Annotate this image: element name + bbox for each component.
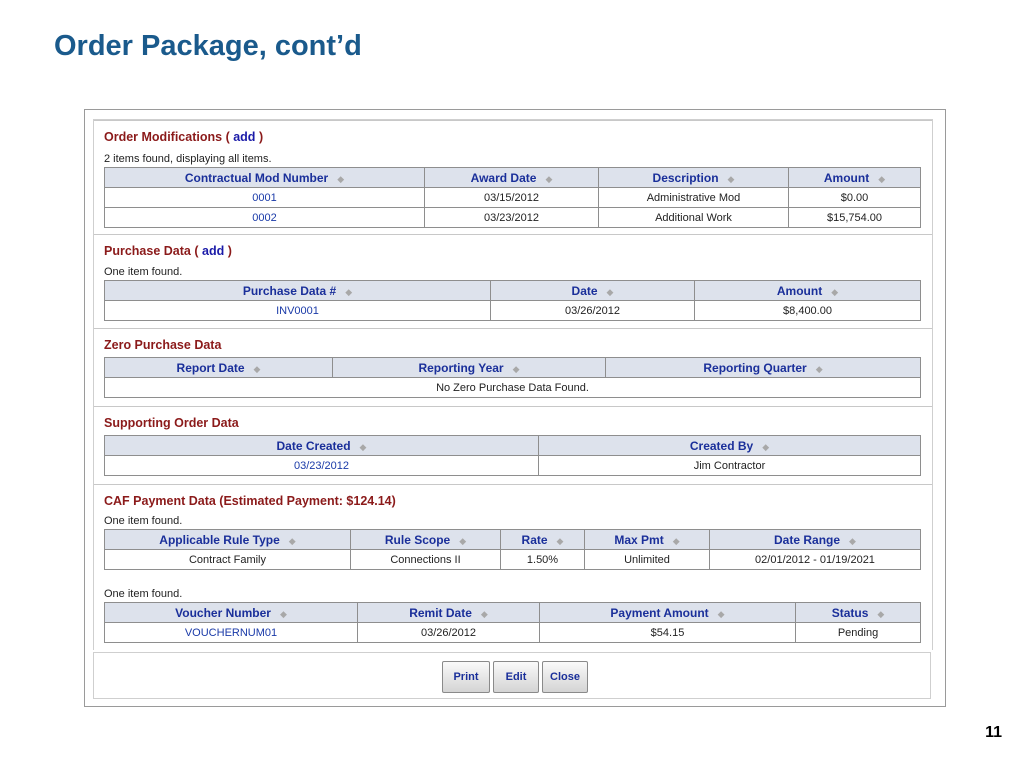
award-date-cell: 03/23/2012 [425,208,599,228]
caf-payment-data-section [94,484,932,651]
sort-icon: ◆ [480,608,488,619]
supporting-order-data-title: Supporting Order Data [104,416,239,430]
order-modifications-title: Order Modifications ( add ) [104,130,264,144]
sort-icon: ◆ [831,286,839,297]
award-date-cell: 03/15/2012 [425,188,599,208]
col-header-report-date[interactable]: Report Date ◆ [105,358,333,378]
zero-purchase-data-title: Zero Purchase Data [104,338,222,352]
voucher-number-link[interactable]: VOUCHERNUM01 [105,623,358,643]
col-header-voucher-number[interactable]: Voucher Number ◆ [105,603,358,623]
table-row [105,623,921,643]
col-header-payment-amount[interactable]: Payment Amount ◆ [540,603,796,623]
caf-payment-count: One item found. [104,515,183,527]
max-pmt-cell: Unlimited [585,550,710,570]
sort-icon: ◆ [727,173,735,184]
date-range-cell: 02/01/2012 - 01/19/2021 [710,550,921,570]
rule-scope-cell: Connections II [351,550,501,570]
col-header-max-pmt[interactable]: Max Pmt ◆ [585,530,710,550]
sort-icon: ◆ [815,363,823,374]
sort-icon: ◆ [512,363,520,374]
sort-icon: ◆ [279,608,287,619]
print-button[interactable]: Print [442,661,490,693]
date-created-link[interactable]: 03/23/2012 [105,456,539,476]
col-header-status[interactable]: Status ◆ [796,603,921,623]
col-header-description[interactable]: Description ◆ [599,168,789,188]
purchase-data-number-link[interactable]: INV0001 [105,301,491,321]
slide-title: Order Package, cont’d [54,30,362,62]
supporting-order-data-section [94,406,932,485]
remit-date-cell: 03/26/2012 [358,623,540,643]
description-cell: Administrative Mod [599,188,789,208]
sort-icon: ◆ [606,286,614,297]
empty-message: No Zero Purchase Data Found. [105,378,921,398]
sort-icon: ◆ [337,173,345,184]
col-header-rule-scope[interactable]: Rule Scope ◆ [351,530,501,550]
sort-icon: ◆ [253,363,261,374]
sort-icon: ◆ [545,173,553,184]
order-package-window [84,109,946,707]
table-row [105,456,921,476]
zero-purchase-data-table [104,357,921,398]
table-row [105,188,921,208]
voucher-table [104,602,921,643]
caf-payment-rules-table [104,529,921,570]
sort-icon: ◆ [288,535,296,546]
col-header-date[interactable]: Date ◆ [491,281,695,301]
col-header-reporting-year[interactable]: Reporting Year ◆ [333,358,606,378]
table-row [105,208,921,228]
table-row [105,301,921,321]
col-header-rate[interactable]: Rate ◆ [501,530,585,550]
table-row [105,378,921,398]
col-header-date-created[interactable]: Date Created ◆ [105,436,539,456]
sort-icon: ◆ [556,535,564,546]
order-details-panel [93,119,933,650]
rule-type-cell: Contract Family [105,550,351,570]
edit-button[interactable]: Edit [493,661,539,693]
sort-icon: ◆ [459,535,467,546]
col-header-award-date[interactable]: Award Date ◆ [425,168,599,188]
purchase-data-title: Purchase Data ( add ) [104,244,232,258]
sort-icon: ◆ [877,608,885,619]
sort-icon: ◆ [345,286,353,297]
status-cell: Pending [796,623,921,643]
payment-amount-cell: $54.15 [540,623,796,643]
amount-cell: $0.00 [789,188,921,208]
sort-icon: ◆ [672,535,680,546]
created-by-cell: Jim Contractor [539,456,921,476]
rate-cell: 1.50% [501,550,585,570]
purchase-data-section [94,234,932,329]
order-modifications-section [94,120,932,235]
sort-icon: ◆ [762,441,770,452]
col-header-created-by[interactable]: Created By ◆ [539,436,921,456]
col-header-purchase-data-number[interactable]: Purchase Data # ◆ [105,281,491,301]
add-purchase-data-link[interactable]: add [202,244,225,258]
voucher-count: One item found. [104,588,183,600]
purchase-data-count: One item found. [104,266,183,278]
col-header-amount[interactable]: Amount ◆ [695,281,921,301]
add-order-modification-link[interactable]: add [233,130,256,144]
order-modifications-count: 2 items found, displaying all items. [104,153,272,165]
sort-icon: ◆ [359,441,367,452]
amount-cell: $15,754.00 [789,208,921,228]
col-header-contractual-mod-number[interactable]: Contractual Mod Number ◆ [105,168,425,188]
sort-icon: ◆ [849,535,856,546]
mod-number-link[interactable]: 0002 [105,208,425,228]
col-header-reporting-quarter[interactable]: Reporting Quarter ◆ [606,358,921,378]
page-number: 11 [985,724,1002,741]
sort-icon: ◆ [878,173,886,184]
caf-payment-data-title: CAF Payment Data (Estimated Payment: $124.14) [104,494,396,508]
zero-purchase-data-section [94,328,932,407]
col-header-amount[interactable]: Amount ◆ [789,168,921,188]
col-header-remit-date[interactable]: Remit Date ◆ [358,603,540,623]
order-modifications-table [104,167,921,228]
col-header-applicable-rule-type[interactable]: Applicable Rule Type ◆ [105,530,351,550]
purchase-data-table [104,280,921,321]
date-cell: 03/26/2012 [491,301,695,321]
mod-number-link[interactable]: 0001 [105,188,425,208]
col-header-date-range[interactable]: Date Range ◆ [710,530,921,550]
action-button-bar [93,652,931,699]
amount-cell: $8,400.00 [695,301,921,321]
table-row [105,550,921,570]
close-button[interactable]: Close [542,661,588,693]
sort-icon: ◆ [717,608,725,619]
description-cell: Additional Work [599,208,789,228]
supporting-order-data-table [104,435,921,476]
